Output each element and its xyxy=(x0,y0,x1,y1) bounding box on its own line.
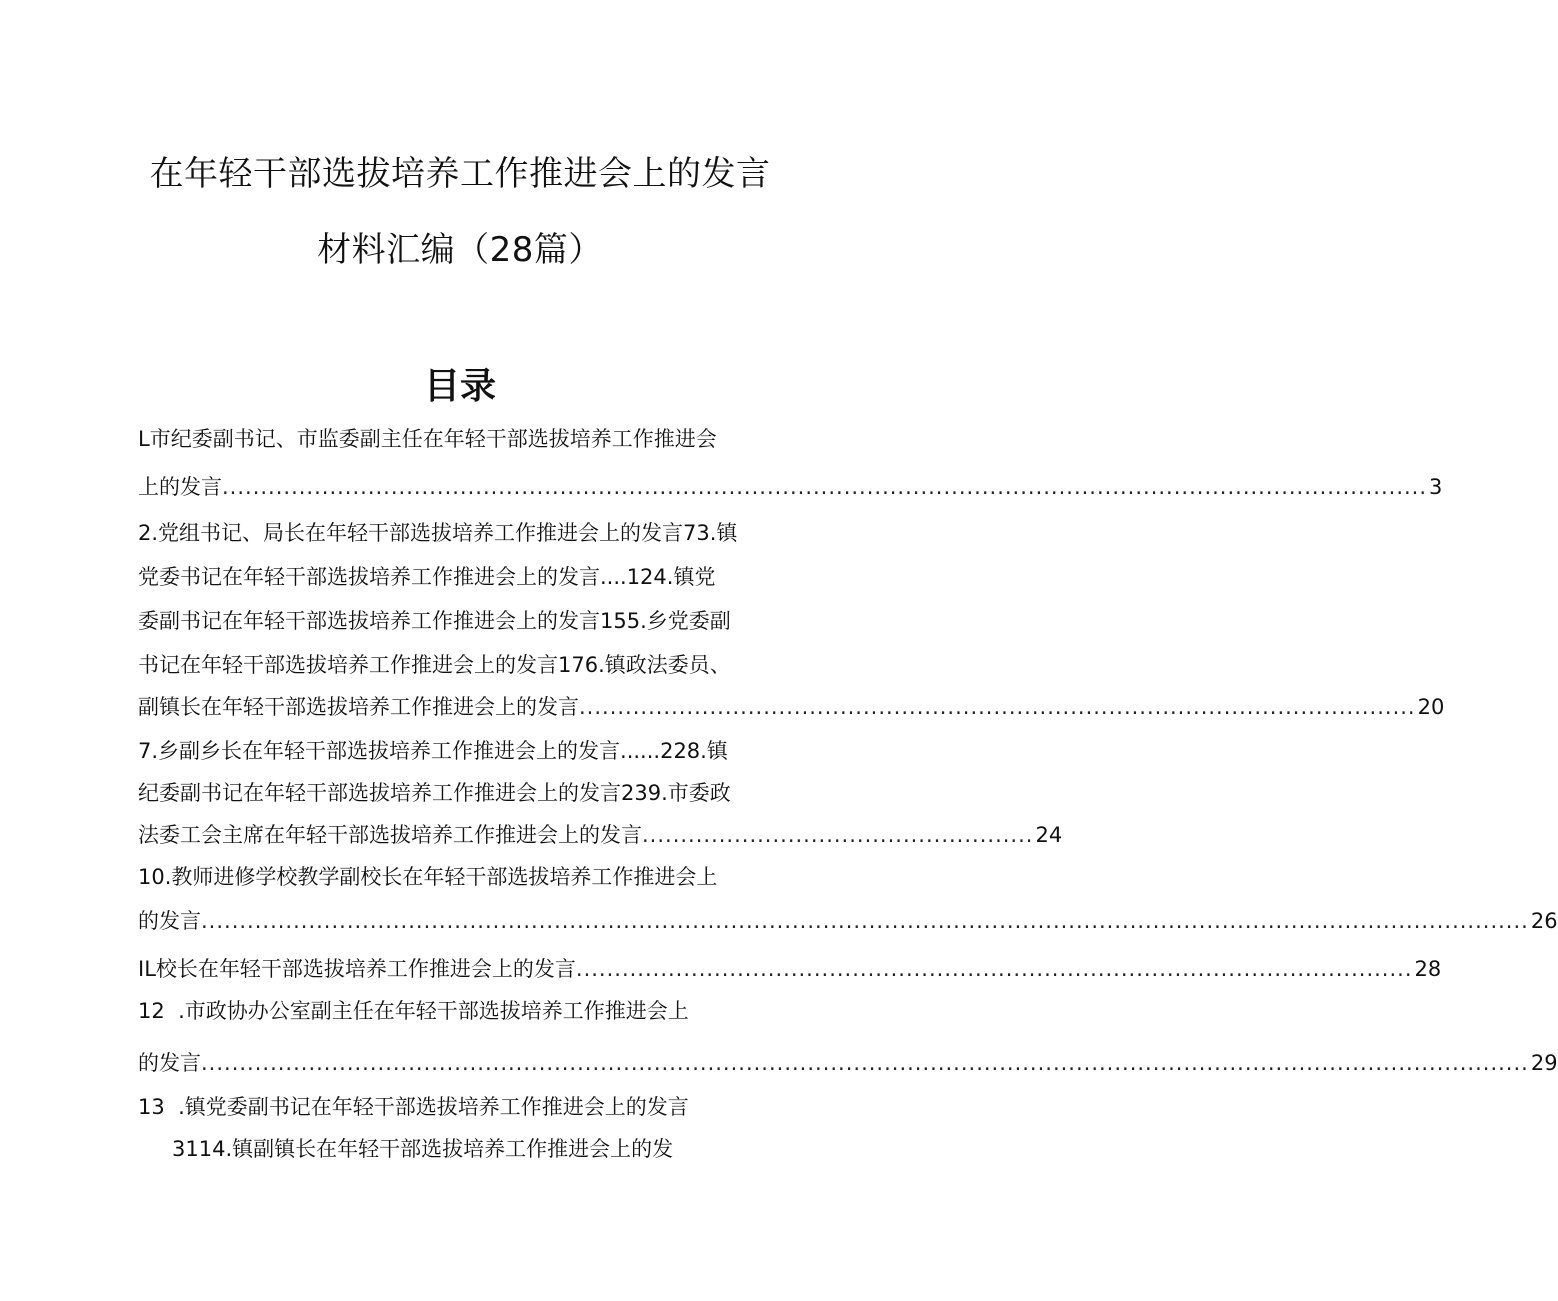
toc-line-text: 党委书记在年轻干部选拔培养工作推进会上的发言....124.镇党 xyxy=(138,565,716,589)
toc-line-text: 的发言 xyxy=(138,1051,201,1075)
toc-line-text: 的发言 xyxy=(138,909,201,933)
toc-line xyxy=(138,472,1443,502)
toc-line xyxy=(138,562,715,592)
toc-line xyxy=(138,650,731,680)
toc-line xyxy=(138,996,689,1026)
toc-line-text: 法委工会主席在年轻干部选拔培养工作推进会上的发言 xyxy=(138,823,642,847)
toc-line xyxy=(138,1092,689,1122)
toc-line xyxy=(138,778,731,808)
toc-line-text: 副镇长在年轻干部选拔培养工作推进会上的发言 xyxy=(138,695,579,719)
toc-page-number: 24 xyxy=(1035,823,1063,847)
toc-line-text: L市纪委副书记、市监委副主任在年轻干部选拔培养工作推进会 xyxy=(138,427,717,451)
toc-line xyxy=(138,906,1558,936)
toc-line-text: 12 .市政协办公室副主任在年轻干部选拔培养工作推进会上 xyxy=(138,999,689,1023)
toc-line xyxy=(138,606,731,636)
toc-page-number: 26 xyxy=(1530,909,1558,933)
toc-line xyxy=(138,1048,1558,1078)
toc-line-text: 书记在年轻干部选拔培养工作推进会上的发言176.镇政法委员、 xyxy=(138,653,731,677)
leader-dots: ............................................................................................................. xyxy=(575,957,1413,981)
document-title-line-2: 材料汇编（28篇） xyxy=(317,230,603,270)
toc-line-text: IL校长在年轻干部选拔培养工作推进会上的发言 xyxy=(138,957,576,981)
toc-line xyxy=(138,862,717,892)
toc-page-number: 20 xyxy=(1417,695,1445,719)
toc-line xyxy=(172,1134,673,1164)
document-title-line-1: 在年轻干部选拔培养工作推进会上的发言 xyxy=(149,154,771,194)
toc-line xyxy=(138,424,717,454)
toc-line xyxy=(138,820,1063,850)
toc-line-text: 委副书记在年轻干部选拔培养工作推进会上的发言155.乡党委副 xyxy=(138,609,731,633)
toc-line-text: 3114.镇副镇长在年轻干部选拔培养工作推进会上的发 xyxy=(172,1137,674,1161)
toc-line-text: 纪委副书记在年轻干部选拔培养工作推进会上的发言239.市委政 xyxy=(138,781,731,805)
toc-line-text: 13 .镇党委副书记在年轻干部选拔培养工作推进会上的发言 xyxy=(138,1095,689,1119)
toc-line xyxy=(138,692,1445,722)
toc-line xyxy=(138,518,737,548)
toc-page-number: 28 xyxy=(1414,957,1442,981)
leader-dots: ............................................................................................................................................................................. xyxy=(201,909,1529,933)
toc-heading: 目录 xyxy=(423,366,496,407)
toc-line-text: 7.乡副乡长在年轻干部选拔培养工作推进会上的发言......228.镇 xyxy=(138,739,728,763)
toc-line-text: 2.党组书记、局长在年轻干部选拔培养工作推进会上的发言73.镇 xyxy=(138,521,738,545)
toc-page-number: 3 xyxy=(1429,475,1443,499)
toc-line-text: 10.教师进修学校教学副校长在年轻干部选拔培养工作推进会上 xyxy=(138,865,718,889)
toc-line-text: 上的发言 xyxy=(138,475,222,499)
leader-dots: ............................................................................................................................................................. xyxy=(222,475,1428,499)
leader-dots: ................................................... xyxy=(642,823,1034,847)
toc-line xyxy=(138,736,728,766)
toc-page-number: 29 xyxy=(1530,1051,1558,1075)
toc-line xyxy=(138,954,1442,984)
leader-dots: ............................................................................................................. xyxy=(579,695,1416,719)
leader-dots: ............................................................................................................................................................................. xyxy=(201,1051,1529,1075)
